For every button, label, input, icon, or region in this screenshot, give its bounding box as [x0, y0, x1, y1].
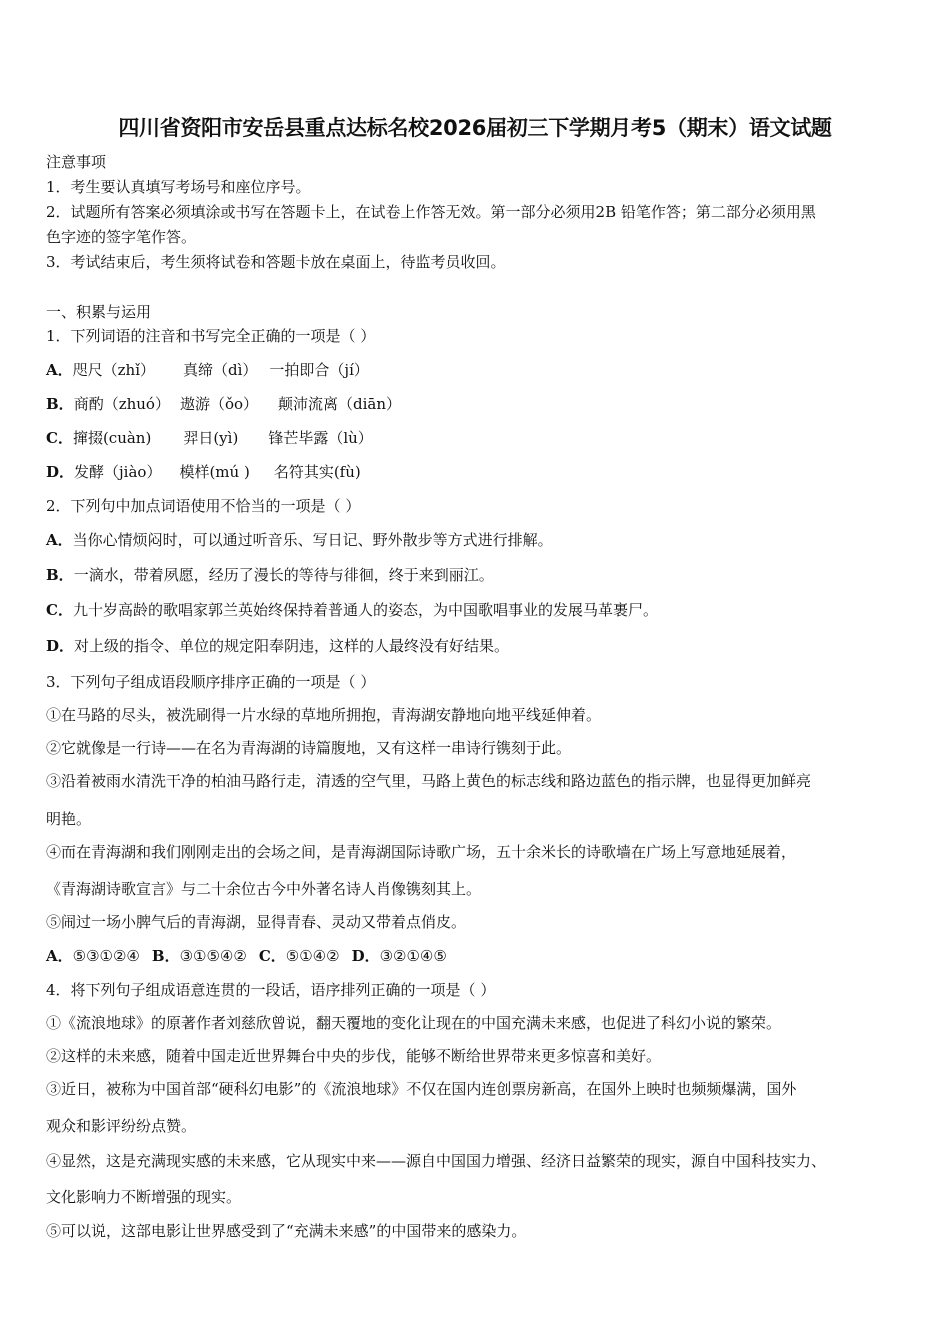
- option-part: 撺掇(cuàn): [72, 429, 152, 447]
- question-2-option-c: [46, 601, 658, 619]
- option-text: 当你心情烦闷时，可以通过听音乐、写日记、野外散步等方式进行排解。: [72, 531, 553, 549]
- question-4-sentence: 文化影响力不断增强的现实。: [46, 1188, 242, 1206]
- option-part: 羿日(yì): [183, 429, 239, 447]
- option-part: 名符其实(fù): [273, 463, 361, 481]
- question-3-stem: 3．下列句子组成语段顺序排序正确的一项是（ ）: [46, 673, 376, 691]
- question-3-sentence: ④而在青海湖和我们刚刚走出的会场之间，是青海湖国际诗歌广场，五十余米长的诗歌墙在广场上写意地延展着，: [46, 843, 797, 861]
- notice-item: 1．考生要认真填写考场号和座位序号。: [46, 178, 311, 196]
- question-3-sentence: ⑤闹过一场小脾气后的青海湖，显得青春、灵动又带着点俏皮。: [46, 913, 467, 931]
- option-text: ③②①④⑤: [379, 947, 447, 965]
- option-text: 对上级的指令、单位的规定阳奉阴违，这样的人最终没有好结果。: [74, 637, 510, 655]
- option-part: 遨游（ǒo）: [179, 395, 259, 413]
- option-label: A．: [46, 947, 73, 965]
- question-2-option-b: [46, 566, 494, 584]
- page-title: 四川省资阳市安岳县重点达标名校2026届初三下学期月考5（期末）语文试题: [118, 116, 832, 140]
- option-label: C．: [258, 947, 286, 965]
- question-4-sentence: ⑤可以说，这部电影让世界感受到了“充满未来感”的中国带来的感染力。: [46, 1222, 527, 1240]
- notice-item: 色字迹的签字笔作答。: [46, 228, 197, 246]
- option-text: ⑤③①②④: [72, 947, 140, 965]
- question-4-sentence: 观众和影评纷纷点赞。: [46, 1117, 197, 1135]
- section-heading: 一、积累与运用: [46, 303, 152, 321]
- option-text: 一滴水，带着夙愿，经历了漫长的等待与徘徊，终于来到丽江。: [73, 566, 494, 584]
- question-4-sentence: ③近日，被称为中国首部“硬科幻电影”的《流浪地球》不仅在国内连创票房新高，在国外上映时也频频爆满，国外: [46, 1080, 797, 1098]
- option-part: 一拍即合（jí）: [269, 361, 369, 379]
- question-3-sentence: 《青海湖诗歌宣言》与二十余位古今中外著名诗人肖像镌刻其上。: [46, 880, 482, 898]
- option-label: D．: [46, 463, 75, 481]
- option-part: 发酵（jiào）: [74, 463, 162, 481]
- question-1-stem: 1．下列词语的注音和书写完全正确的一项是（ ）: [46, 327, 376, 345]
- question-1-option-c: [46, 429, 373, 447]
- option-text: ⑤①④②: [285, 947, 340, 965]
- option-part: 真缔（dì）: [183, 361, 258, 379]
- option-text: ③①⑤④②: [179, 947, 247, 965]
- option-label: D．: [46, 637, 75, 655]
- notice-item: 3．考试结束后，考生须将试卷和答题卡放在桌面上，待监考员收回。: [46, 253, 506, 271]
- option-label: A．: [46, 531, 73, 549]
- option-part: 模样(mú ): [179, 463, 250, 481]
- option-label: A．: [46, 361, 73, 379]
- question-1-option-b: [46, 395, 401, 413]
- notice-heading: 注意事项: [46, 153, 107, 171]
- question-1-option-d: [46, 463, 361, 481]
- option-part: 咫尺（zhǐ）: [72, 361, 156, 379]
- option-label: C．: [46, 601, 73, 619]
- question-3-sentence: 明艳。: [46, 810, 92, 828]
- option-part: 锋芒毕露（lù）: [268, 429, 373, 447]
- question-2-option-a: [46, 531, 553, 549]
- option-label: C．: [46, 429, 73, 447]
- option-label: B．: [46, 395, 74, 413]
- question-2-option-d: [46, 637, 509, 655]
- question-4-sentence: ①《流浪地球》的原著作者刘慈欣曾说，翻天覆地的变化让现在的中国充满未来感，也促进了科幻小说的繁荣。: [46, 1014, 782, 1032]
- option-text: 九十岁高龄的歌唱家郭兰英始终保持着普通人的姿态，为中国歌唱事业的发展马革裹尸。: [72, 601, 658, 619]
- option-label: B．: [151, 947, 180, 965]
- question-3-sentence: ①在马路的尽头，被洗刷得一片水绿的草地所拥抱，青海湖安静地向地平线延伸着。: [46, 706, 602, 724]
- option-part: 商酌（zhuó）: [73, 395, 170, 413]
- question-3-sentence: ②它就像是一行诗——在名为青海湖的诗篇腹地，又有这样一串诗行镌刻于此。: [46, 739, 572, 757]
- question-4-sentence: ②这样的未来感，随着中国走近世界舞台中央的步伐，能够不断给世界带来更多惊喜和美好。: [46, 1047, 662, 1065]
- option-part: 颠沛流离（diān）: [278, 395, 402, 413]
- question-3-sentence: ③沿着被雨水清洗干净的柏油马路行走，清透的空气里，马路上黄色的标志线和路边蓝色的指示牌，也显得更加鲜亮: [46, 772, 812, 790]
- option-label: D．: [351, 947, 380, 965]
- notice-item: 2．试题所有答案必须填涂或书写在答题卡上，在试卷上作答无效。第一部分必须用2B 铅笔作答；第二部分必须用黑: [46, 203, 816, 221]
- question-4-stem: 4．将下列句子组成语意连贯的一段话，语序排列正确的一项是（ ）: [46, 981, 496, 999]
- question-1-option-a: [46, 361, 369, 379]
- question-4-sentence: ④显然，这是充满现实感的未来感，它从现实中来——源自中国国力增强、经济日益繁荣的现实，源自中国科技实力、: [46, 1152, 827, 1170]
- option-label: B．: [46, 566, 74, 584]
- question-3-options: [46, 947, 447, 965]
- question-2-stem: 2．下列句中加点词语使用不恰当的一项是（ ）: [46, 497, 361, 515]
